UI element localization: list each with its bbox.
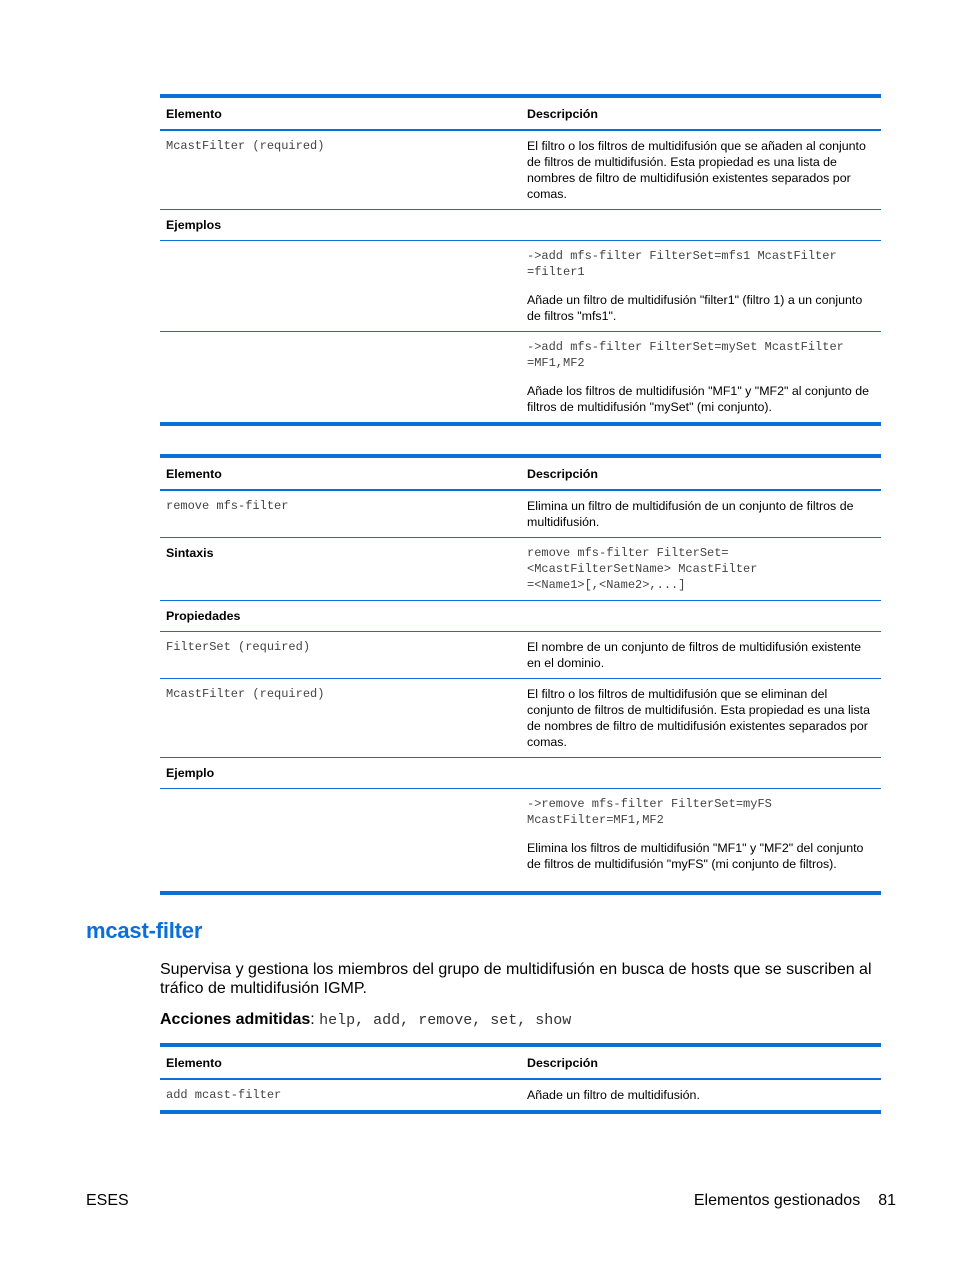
section-title: mcast-filter (86, 918, 203, 943)
command-name: remove mfs-filter (166, 499, 289, 513)
table-row (160, 632, 881, 679)
property-description: El filtro o los filtros de multidifusión que se añaden al conjunto de filtros de multidifusión. Esta propiedad es una lista de nombres de filtro de multidifusión existentes separados por comas. (527, 139, 866, 201)
table-row (160, 332, 881, 425)
table-row (160, 679, 881, 758)
table-row (160, 490, 881, 538)
footer-section-name: Elementos gestionados (693, 1192, 861, 1209)
example-label: Ejemplo (166, 766, 215, 780)
table-header-row (160, 456, 881, 490)
actions-list: help, add, remove, set, show (319, 1012, 572, 1029)
command-description: Elimina un filtro de multidifusión de un conjunto de filtros de multidifusión. (527, 499, 854, 529)
header-descripcion: Descripción (527, 467, 598, 481)
header-elemento: Elemento (166, 1056, 222, 1070)
property-name: McastFilter (required) (166, 139, 325, 153)
header-descripcion: Descripción (527, 107, 598, 121)
command-name: add mcast-filter (166, 1088, 282, 1102)
footer-page-info (694, 1192, 896, 1210)
table-row (160, 130, 881, 210)
remove-mfs-filter-table (160, 454, 881, 895)
example-description: Añade los filtros de multidifusión "MF1" y "MF2" al conjunto de filtros de multidifusión "mySet" (mi conjunto). (527, 384, 869, 414)
property-name: McastFilter (required) (166, 687, 325, 701)
table-row (160, 538, 881, 601)
header-elemento: Elemento (166, 107, 222, 121)
table-row (160, 601, 881, 632)
footer-locale: ESES (86, 1192, 129, 1209)
syntax-code: remove mfs-filter FilterSet= <McastFilterSetName> McastFilter =<Name1>[,<Name2>,...] (527, 546, 758, 592)
actions-separator: : (310, 1011, 320, 1028)
section-intro: Supervisa y gestiona los miembros del grupo de multidifusión en busca de hosts que se suscriben al tráfico de multidifusión IGMP. (160, 961, 872, 997)
examples-label: Ejemplos (166, 218, 222, 232)
example-code: ->add mfs-filter FilterSet=mySet McastFilter =MF1,MF2 (527, 340, 844, 370)
table-header-row (160, 96, 881, 130)
example-code: ->add mfs-filter FilterSet=mfs1 McastFilter =filter1 (527, 249, 837, 279)
example-description: Elimina los filtros de multidifusión "MF1" y "MF2" del conjunto de filtros de multidifusión "myFS" (mi conjunto de filtros). (527, 841, 864, 871)
table-row (160, 758, 881, 789)
property-description: El filtro o los filtros de multidifusión que se eliminan del conjunto de filtros de multidifusión. Esta propiedad es una lista de nombres de filtro de multidifusión existentes separados por comas. (527, 687, 871, 749)
page-number: 81 (878, 1192, 896, 1209)
table-row (160, 789, 881, 893)
table-header-row (160, 1045, 881, 1079)
properties-label: Propiedades (166, 609, 241, 623)
add-mfs-filter-table-continued (160, 94, 881, 426)
actions-label: Acciones admitidas (160, 1011, 311, 1028)
example-description: Añade un filtro de multidifusión "filter1" (filtro 1) a un conjunto de filtros "mfs1". (527, 293, 863, 323)
command-description: Añade un filtro de multidifusión. (527, 1088, 700, 1102)
table-row (160, 210, 881, 241)
table-row (160, 241, 881, 332)
syntax-label: Sintaxis (166, 546, 214, 560)
property-description: El nombre de un conjunto de filtros de multidifusión existente en el dominio. (527, 640, 862, 670)
example-code: ->remove mfs-filter FilterSet=myFS McastFilter=MF1,MF2 (527, 797, 772, 827)
header-elemento: Elemento (166, 467, 222, 481)
property-name: FilterSet (required) (166, 640, 311, 654)
table-row (160, 1079, 881, 1112)
supported-actions (160, 1010, 571, 1031)
add-mcast-filter-table (160, 1043, 881, 1114)
header-descripcion: Descripción (527, 1056, 598, 1070)
